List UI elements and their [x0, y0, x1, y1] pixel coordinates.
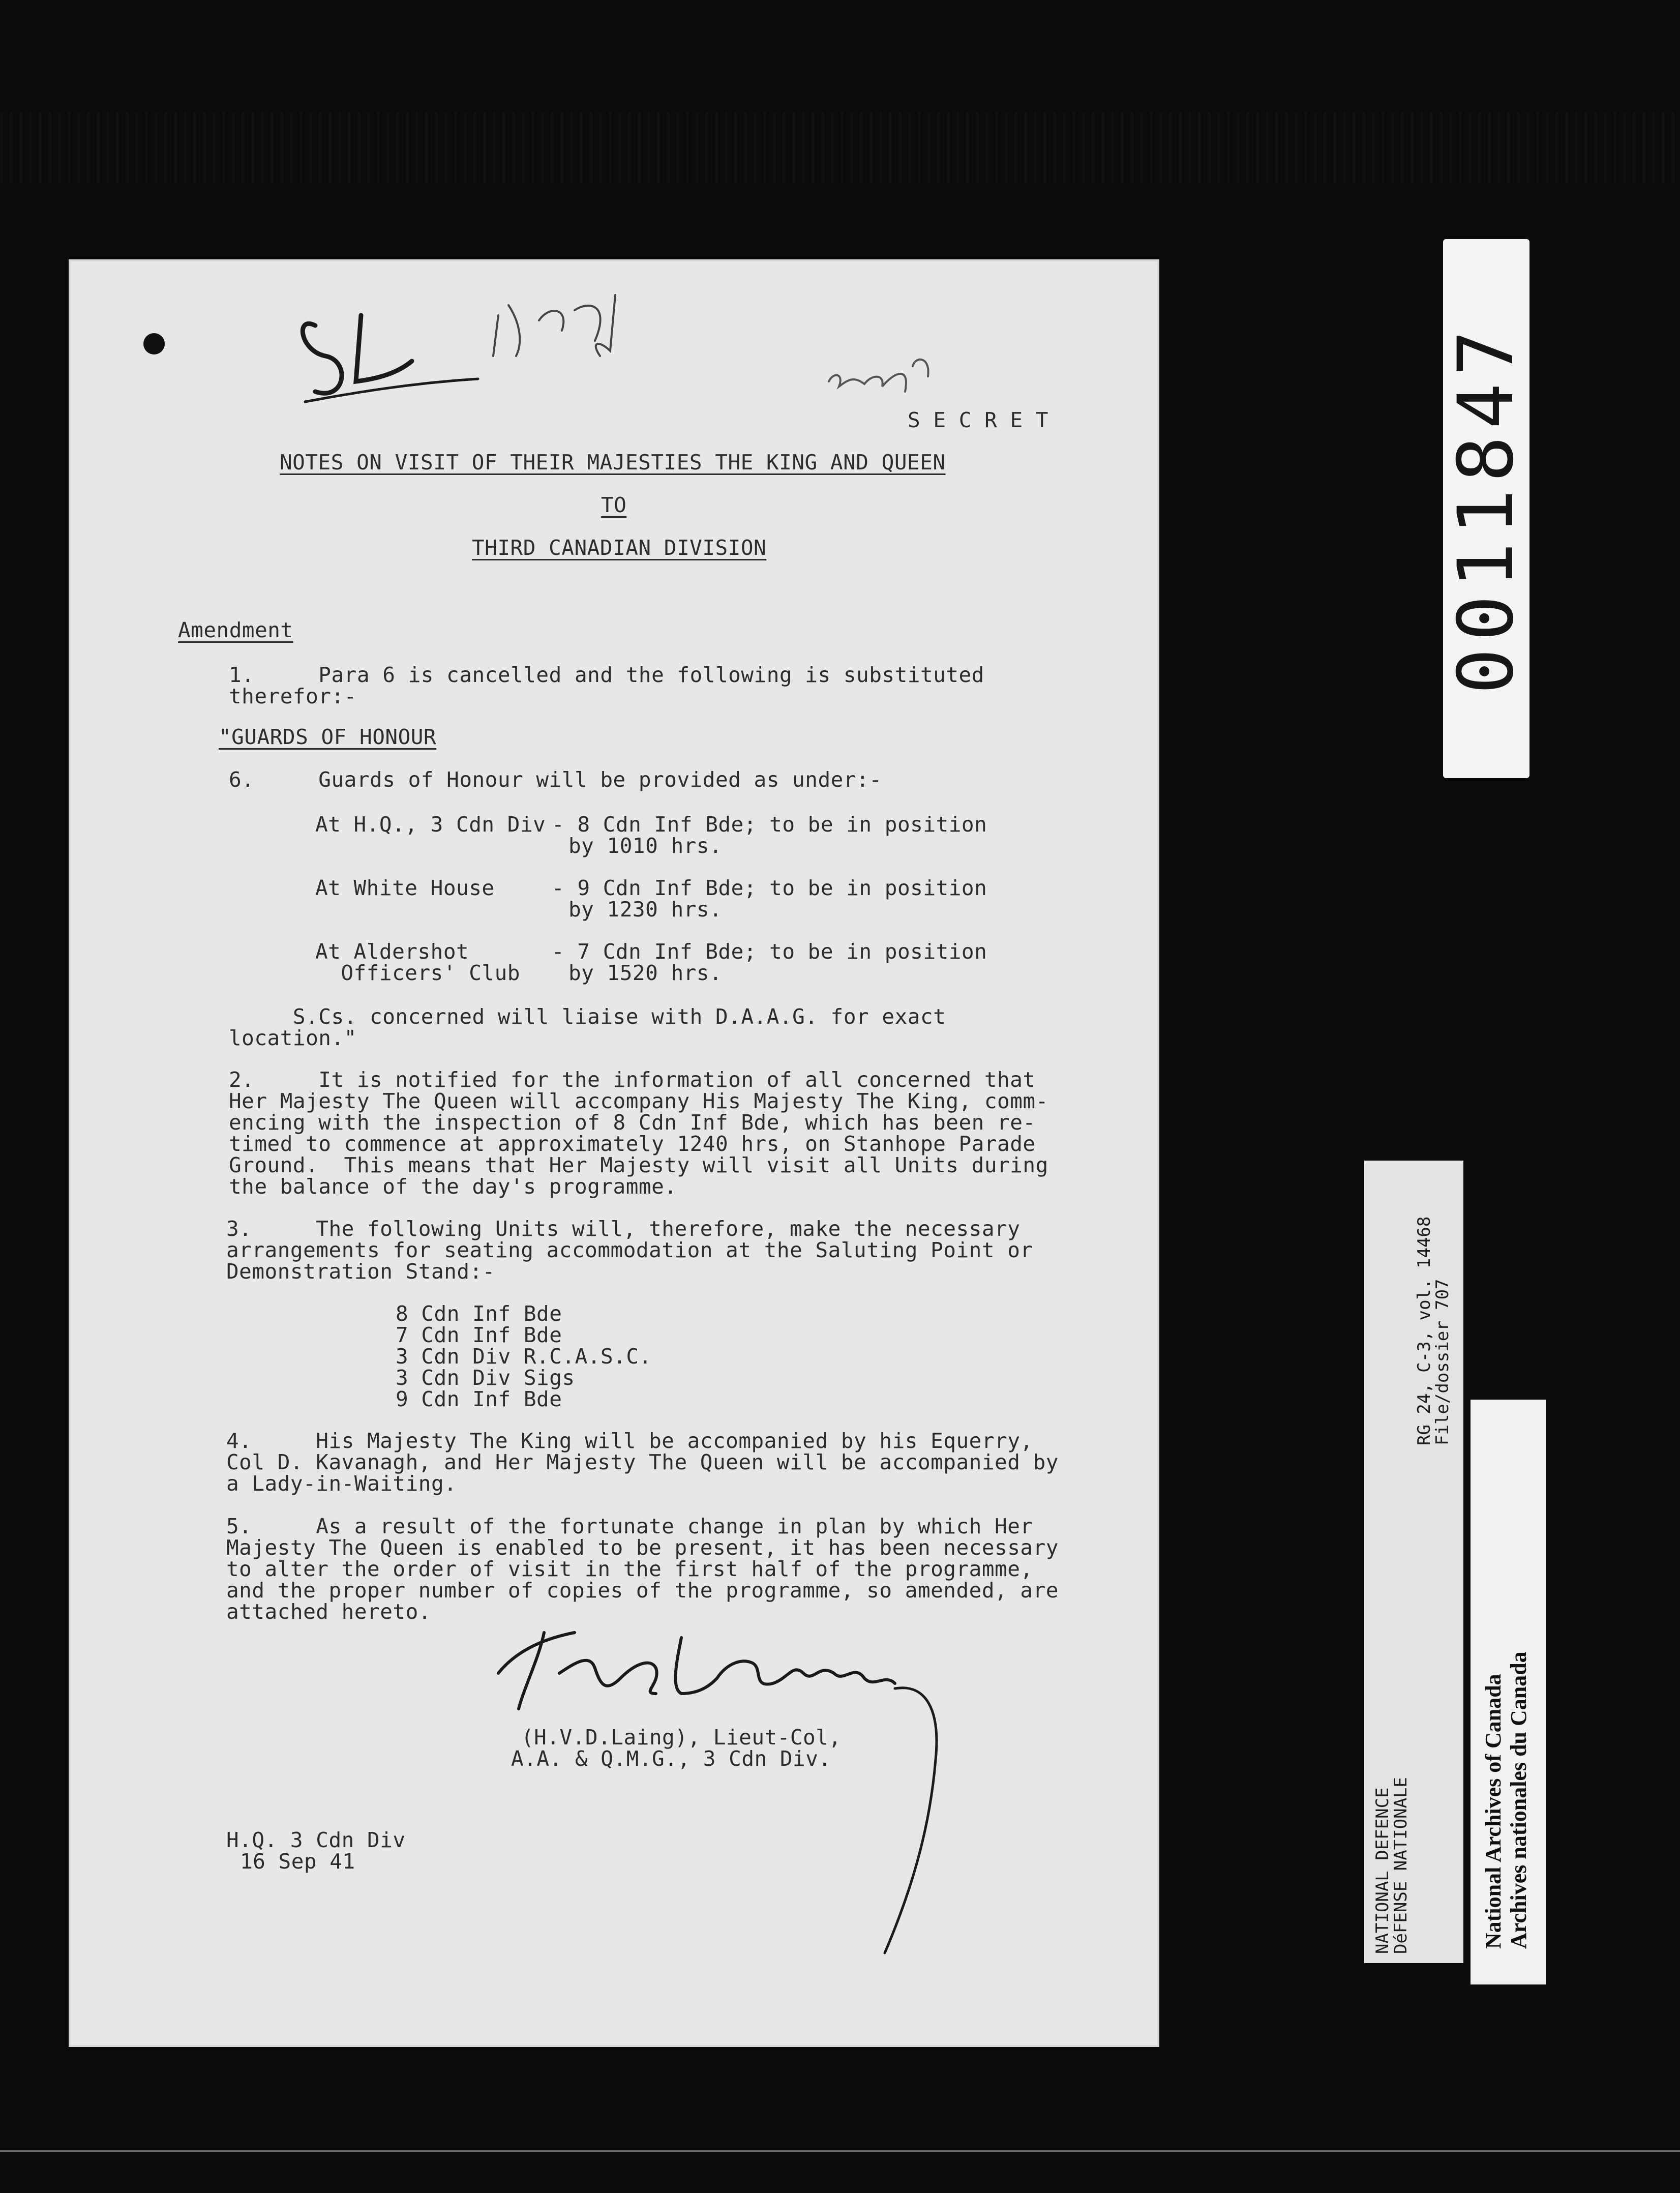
- title-line-3: THIRD CANADIAN DIVISION: [472, 536, 767, 560]
- handwritten-number-note-mark: [824, 351, 941, 397]
- para-2-line: the balance of the day's programme.: [229, 1174, 677, 1199]
- punch-hole: [143, 333, 165, 354]
- signature: [488, 1617, 1027, 1963]
- para-5-line: 5. As a result of the fortunate change in plan by which Her: [226, 1514, 1033, 1538]
- handwritten-marks: [285, 285, 742, 417]
- unit-list-item: 3 Cdn Div R.C.A.S.C.: [396, 1344, 652, 1369]
- guard-unit: - 8 Cdn Inf Bde; to be in position: [552, 812, 987, 837]
- guard-time: by 1010 hrs.: [568, 834, 723, 858]
- classification: S E C R E T: [908, 408, 1049, 432]
- reference-line-2: File/dossier 707: [1432, 1279, 1453, 1445]
- para-1-line-2: therefor:-: [229, 684, 357, 708]
- archive-reference-label: [1364, 1161, 1463, 1963]
- para-3-line: arrangements for seating accommodation at the Saluting Point or: [226, 1238, 1033, 1262]
- national-archives-label: [1471, 1400, 1546, 1984]
- guard-place: At Aldershot: [315, 939, 469, 964]
- guard-time: by 1520 hrs.: [568, 961, 723, 985]
- para-3-line: Demonstration Stand:-: [226, 1259, 495, 1284]
- para-5-line: to alter the order of visit in the first half of the programme,: [226, 1557, 1033, 1581]
- guard-place-line-2: Officers' Club: [315, 961, 520, 985]
- frame-number-label: [1443, 239, 1529, 778]
- scan-border-noise: [0, 112, 1680, 183]
- liaise-line-2: location.": [229, 1026, 357, 1050]
- unit-list-item: 7 Cdn Inf Bde: [396, 1323, 562, 1347]
- title-line-1: NOTES ON VISIT OF THEIR MAJESTIES THE KING AND QUEEN: [280, 450, 946, 475]
- frame-number: 0011847: [1442, 322, 1531, 695]
- dept-line-1: NATIONAL DEFENCE: [1372, 1787, 1393, 1954]
- guard-unit: - 9 Cdn Inf Bde; to be in position: [552, 876, 987, 900]
- liaise-line-1: S.Cs. concerned will liaise with D.A.A.G. for exact: [229, 1004, 946, 1029]
- guard-place: At H.Q., 3 Cdn Div: [315, 812, 546, 837]
- archives-english: National Archives of Canada: [1481, 1674, 1506, 1949]
- guard-place: At White House: [315, 876, 495, 900]
- para-5-line: attached hereto.: [226, 1599, 431, 1624]
- guard-time: by 1230 hrs.: [568, 897, 723, 922]
- reference-line-1: RG 24, C-3, vol. 14468: [1414, 1216, 1434, 1445]
- para-6-intro: 6. Guards of Honour will be provided as under:-: [229, 767, 882, 792]
- para-4-line: Col D. Kavanagh, and Her Majesty The Queen will be accompanied by: [226, 1450, 1059, 1474]
- origin-line-1: H.Q. 3 Cdn Div: [226, 1828, 406, 1852]
- title-line-2: TO: [601, 493, 627, 517]
- para-5-line: Majesty The Queen is enabled to be present, it has been necessary: [226, 1535, 1059, 1560]
- para-5-line: and the proper number of copies of the programme, so amended, are: [226, 1578, 1059, 1603]
- para-4-line: a Lady-in-Waiting.: [226, 1471, 457, 1496]
- para-4-line: 4. His Majesty The King will be accompanied by his Equerry,: [226, 1429, 1033, 1453]
- para-3-line: 3. The following Units will, therefore, make the necessary: [226, 1217, 1021, 1241]
- para-2-line: 2. It is notified for the information of all concerned that: [229, 1068, 1036, 1092]
- archives-french: Archives nationales du Canada: [1506, 1651, 1531, 1949]
- unit-list-item: 9 Cdn Inf Bde: [396, 1387, 562, 1411]
- unit-list-item: 8 Cdn Inf Bde: [396, 1301, 562, 1326]
- para-2-line: Her Majesty The Queen will accompany His Majesty The King, comm-: [229, 1089, 1048, 1113]
- scan-bottom-rule: [0, 2150, 1680, 2152]
- guards-heading: "GUARDS OF HONOUR: [219, 725, 437, 749]
- signature-title: A.A. & Q.M.G., 3 Cdn Div.: [511, 1746, 831, 1771]
- signature-name: (H.V.D.Laing), Lieut-Col,: [521, 1725, 842, 1750]
- para-2-line: encing with the inspection of 8 Cdn Inf Bde, which has been re-: [229, 1110, 1036, 1135]
- unit-list-item: 3 Cdn Div Sigs: [396, 1366, 575, 1390]
- para-1-line-1: 1. Para 6 is cancelled and the following is substituted: [229, 663, 984, 687]
- amendment-heading: Amendment: [178, 618, 293, 642]
- para-2-line: timed to commence at approximately 1240 hrs, on Stanhope Parade: [229, 1132, 1036, 1156]
- guard-unit: - 7 Cdn Inf Bde; to be in position: [552, 939, 987, 964]
- dept-line-2: DéFENSE NATIONALE: [1391, 1777, 1411, 1954]
- origin-date: 16 Sep 41: [240, 1849, 355, 1874]
- para-2-line: Ground. This means that Her Majesty will visit all Units during: [229, 1153, 1048, 1177]
